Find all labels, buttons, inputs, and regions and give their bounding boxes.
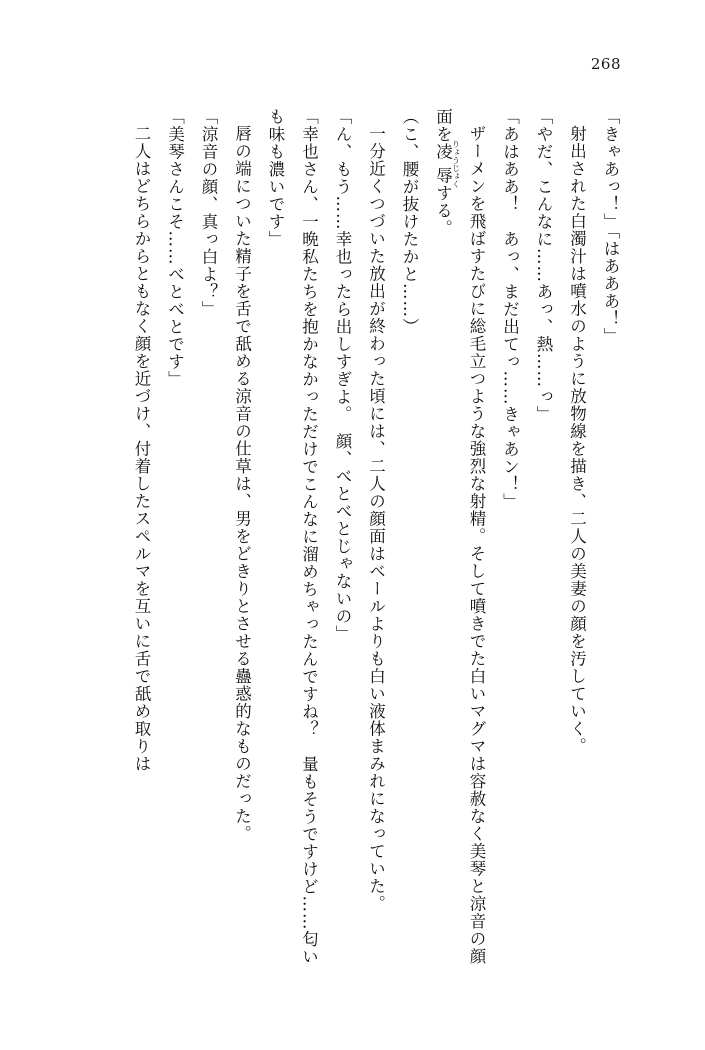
paragraph: 「幸也さん、一晩私たちを抱かなかっただけでこんなに溜めちゃったんですね？ 量もそうですけど……匂いも味も濃いです」 bbox=[266, 108, 319, 966]
paragraph: 射出された白濁汁は噴水のように放物線を描き、二人の美妻の顔を汚していく。 bbox=[567, 124, 587, 755]
paragraph-with-ruby: ザーメンを飛ばすたびに総毛立つような強烈な射精。そして噴きでた白いマグマは容赦なく美琴と涼音の顔面を凌辱 りょうじょくする。 bbox=[433, 108, 486, 965]
page-number: 268 bbox=[590, 55, 621, 73]
page-text-body bbox=[60, 108, 627, 968]
paragraph: 「やだ、こんなに……あっ、熱……っ」 bbox=[534, 108, 553, 423]
paragraph: 「きゃあっ！」「はあああ！」 bbox=[601, 108, 620, 345]
paragraph: 二人はどちらからともなく顔を近づけ、付着したスペルマを互いに舌で舐め取りは bbox=[132, 124, 151, 772]
paragraph: 「ん、もう……幸也ったら出しすぎよ。 顔、べとべとじゃないの」 bbox=[333, 108, 352, 643]
paragraph: 一分近くつづいた放出が終わった頃には、二人の顔面はベールよりも白い液体まみれになっていた。 bbox=[366, 124, 386, 912]
paragraph: 「美琴さんこそ……べとべとです」 bbox=[165, 108, 185, 388]
paragraph: 「あはああ！ あっ、まだ出てっ……きゃあン！」 bbox=[500, 108, 520, 511]
paragraph: 唇の端についた精子を舌で舐める涼音の仕草は、男をどきりとさせる蠱惑的なものだった。 bbox=[232, 124, 252, 842]
paragraph: 「涼音の顔、真っ白よ？」 bbox=[199, 108, 218, 318]
paragraph: （こ、腰が抜けたかと……） bbox=[400, 108, 419, 336]
ruby-annotation: 凌辱 りょうじょく bbox=[433, 139, 461, 188]
